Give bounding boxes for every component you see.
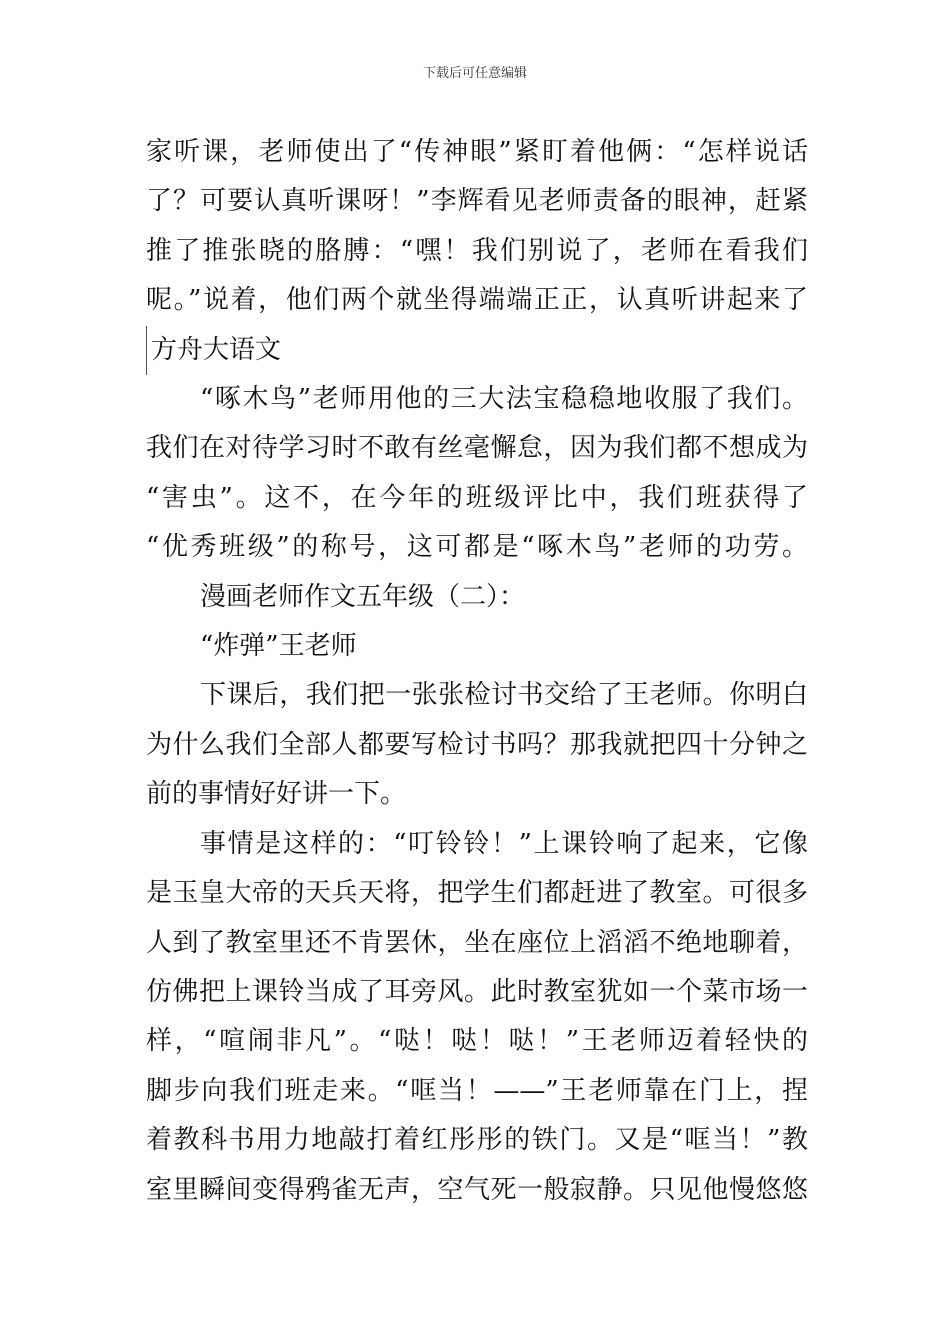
section-heading: 漫画老师作文五年级（二）：	[200, 581, 526, 612]
paragraph	[146, 671, 808, 819]
text-line: 着教科书用力地敲打着红彤彤的铁门。又是“哐当！”教	[146, 1125, 808, 1156]
paragraph	[146, 622, 808, 671]
text-line: 室里瞬间变得鸦雀无声，空气死一般寂静。只见他慢悠悠	[146, 1174, 808, 1205]
text-line: “啄木鸟”老师用他的三大法宝稳稳地收服了我们。	[200, 384, 808, 415]
paragraph	[146, 128, 808, 326]
text-line: 呢。”说着，他们两个就坐得端端正正，认真听讲起来了	[146, 285, 808, 316]
paragraph	[146, 326, 808, 375]
paragraph	[146, 375, 808, 573]
text-line: 推了推张晓的胳膊：“嘿！我们别说了，老师在看我们	[146, 235, 808, 266]
essay-title: “炸弹”王老师	[200, 631, 357, 662]
text-line: 了？可要认真听课呀！”李辉看见老师责备的眼神，赶紧	[146, 186, 808, 217]
text-line: 人到了教室里还不肯罢休，坐在座位上滔滔不绝地聊着，	[146, 927, 808, 958]
document-body	[146, 128, 808, 1215]
text-line: 家听课，老师使出了“传神眼”紧盯着他俩：“怎样说话	[146, 137, 808, 167]
source-label: 方舟大语文	[146, 326, 808, 375]
text-line: “害虫”。这不，在今年的班级评比中，我们班获得了	[146, 482, 808, 513]
text-line: 下课后，我们把一张张检讨书交给了王老师。你明白	[200, 680, 808, 711]
text-line: “优秀班级”的称号，这可都是“啄木鸟”老师的功劳。	[146, 532, 808, 563]
page-header: 下载后可任意编辑	[422, 66, 527, 81]
paragraph	[146, 573, 808, 622]
text-line: 事情是这样的：“叮铃铃！”上课铃响了起来，它像	[200, 828, 808, 859]
text-line: 是玉皇大帝的天兵天将，把学生们都赶进了教室。可很多	[146, 878, 808, 909]
text-line: 前的事情好好讲一下。	[146, 779, 407, 810]
text-line: 为什么我们全部人都要写检讨书吗？那我就把四十分钟之	[146, 729, 808, 760]
paragraph	[146, 820, 808, 1215]
text-line: 脚步向我们班走来。“哐当！——”王老师靠在门上，捏	[146, 1075, 808, 1106]
text-line: 仿佛把上课铃当成了耳旁风。此时教室犹如一个菜市场一	[146, 976, 808, 1007]
text-line: 我们在对待学习时不敢有丝毫懈怠，因为我们都不想成为	[146, 433, 808, 464]
text-line: 样，“喧闹非凡”。“哒！哒！哒！”王老师迈着轻快的	[146, 1026, 808, 1057]
